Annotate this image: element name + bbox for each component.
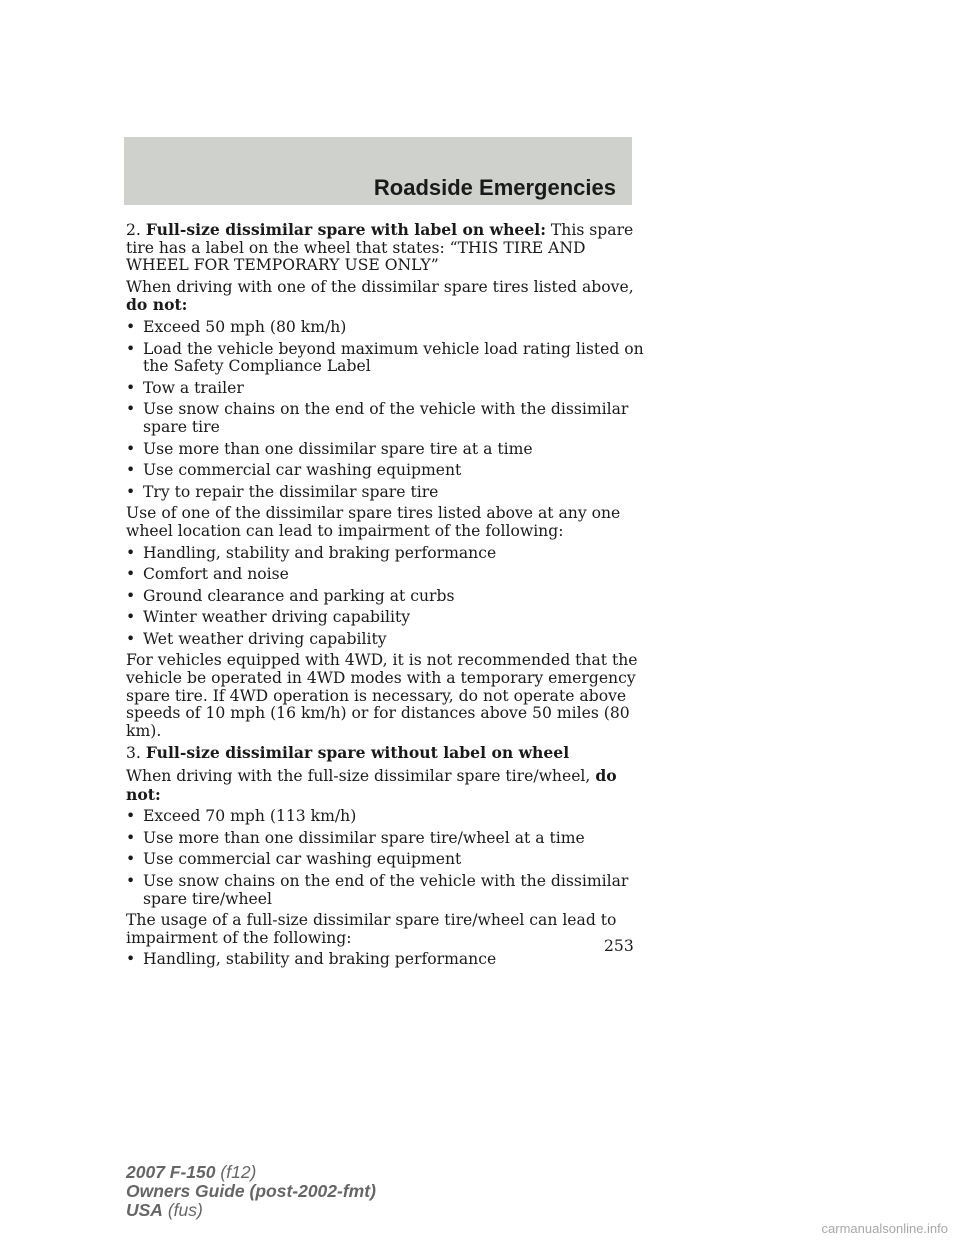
impairment-intro-1: Use of one of the dissimilar spare tires listed above at any one wheel location can lead to impairment of the following: [126,504,621,540]
list-item-text: Exceed 70 mph (113 km/h) [143,807,357,826]
page-body [126,221,646,973]
list-item [126,609,646,627]
bullet-glyph: • [126,850,136,869]
list-item [126,830,646,848]
document-footer [126,1163,376,1220]
list-item [126,545,646,563]
list-item [126,441,646,459]
do-not-intro-1 [126,279,646,315]
bullet-glyph: • [126,339,136,358]
bullet-glyph: • [126,807,136,826]
list-item [126,380,646,398]
list-item [126,319,646,337]
list-item [126,401,646,436]
do-not-emphasis-1: do not: [126,295,188,315]
bullet-glyph: • [126,586,136,605]
list-item-text: Wet weather driving capability [143,629,387,648]
item-3-heading: Full-size dissimilar spare without label on wheel [145,743,570,763]
do-not-intro-2 [126,767,646,804]
bullet-glyph: • [126,482,136,501]
list-item-text: Use commercial car washing equipment [143,850,462,869]
watermark-link[interactable]: carmanualsonline.info [821,1221,948,1236]
list-item-text: Handling, stability and braking performance [143,950,497,969]
list-item [126,462,646,480]
footer-region-code: (fus) [167,1200,203,1220]
section-title: Roadside Emergencies [373,175,616,200]
list-item [126,588,646,606]
list-item [126,341,646,376]
bullet-glyph: • [126,400,136,419]
bullet-glyph: • [126,543,136,562]
do-not-emphasis-2: do not: [126,766,617,804]
item-3-number: 3. [126,744,141,763]
page-number: 253 [604,937,634,955]
footer-region-line [126,1201,376,1220]
footer-region: USA [126,1200,163,1220]
list-item-text: Use snow chains on the end of the vehicle with the dissimilar spare tire/wheel [143,872,629,908]
list-item-text: Use more than one dissimilar spare tire/wheel at a time [143,828,585,847]
list-item-text: Tow a trailer [143,378,244,397]
bullet-glyph: • [126,828,136,847]
list-item [126,631,646,649]
list-item-text: Use commercial car washing equipment [143,461,462,480]
bullet-glyph: • [126,608,136,627]
list-item-text: Use snow chains on the end of the vehicle with the dissimilar spare tire [143,400,629,436]
item-2-paragraph [126,221,646,275]
list-item [126,484,646,502]
list-item-text: Try to repair the dissimilar spare tire [143,482,439,501]
do-not-intro-2-text: When driving with the full-size dissimilar spare tire/wheel, [126,767,596,786]
footer-model: 2007 F-150 [126,1162,216,1182]
item-2-heading: Full-size dissimilar spare with label on wheel: [145,220,546,239]
section-header-band [124,137,632,205]
footer-guide: Owners Guide (post-2002-fmt) [126,1181,376,1201]
list-item-text: Exceed 50 mph (80 km/h) [143,317,347,336]
bullet-glyph: • [126,872,136,890]
bullet-glyph: • [126,317,136,336]
item-2-text: This spare tire has a label on the wheel that states: “THIS TIRE AND WHEEL FOR TEMPORARY USE ONLY” [126,221,634,275]
bullet-glyph: • [126,565,136,584]
footer-model-code: (f12) [220,1162,257,1182]
list-item [126,566,646,584]
do-not-intro-1-text: When driving with one of the dissimilar spare tires listed above, [126,277,634,296]
list-item [126,851,646,869]
list-item-text: Use more than one dissimilar spare tire at a time [143,439,533,458]
list-item [126,873,646,908]
list-item [126,808,646,826]
bullet-glyph: • [126,950,136,969]
list-item-text: Ground clearance and parking at curbs [143,586,455,605]
list-item-text: Load the vehicle beyond maximum vehicle load rating listed on the Safety Compliance Label [143,339,644,376]
footer-model-line [126,1163,376,1182]
list-item-text: Comfort and noise [143,565,289,584]
list-item [126,951,646,969]
list-item-text: Handling, stability and braking performance [143,543,497,562]
item-3-paragraph [126,744,646,763]
four-wd-note: For vehicles equipped with 4WD, it is not recommended that the vehicle be operated in 4WD modes with a temporary emergency spare tire. If 4WD operation is necessary, do not operate above speeds of 10 mph (16 km/h) or for distances above 50 miles (80 km). [126,651,638,740]
bullet-glyph: • [126,461,136,480]
bullet-glyph: • [126,439,136,458]
impairment-intro-2: The usage of a full-size dissimilar spare tire/wheel can lead to impairment of the following: [126,911,617,947]
bullet-glyph: • [126,378,136,397]
list-item-text: Winter weather driving capability [143,608,411,627]
item-2-number: 2. [126,221,141,239]
bullet-glyph: • [126,629,136,648]
